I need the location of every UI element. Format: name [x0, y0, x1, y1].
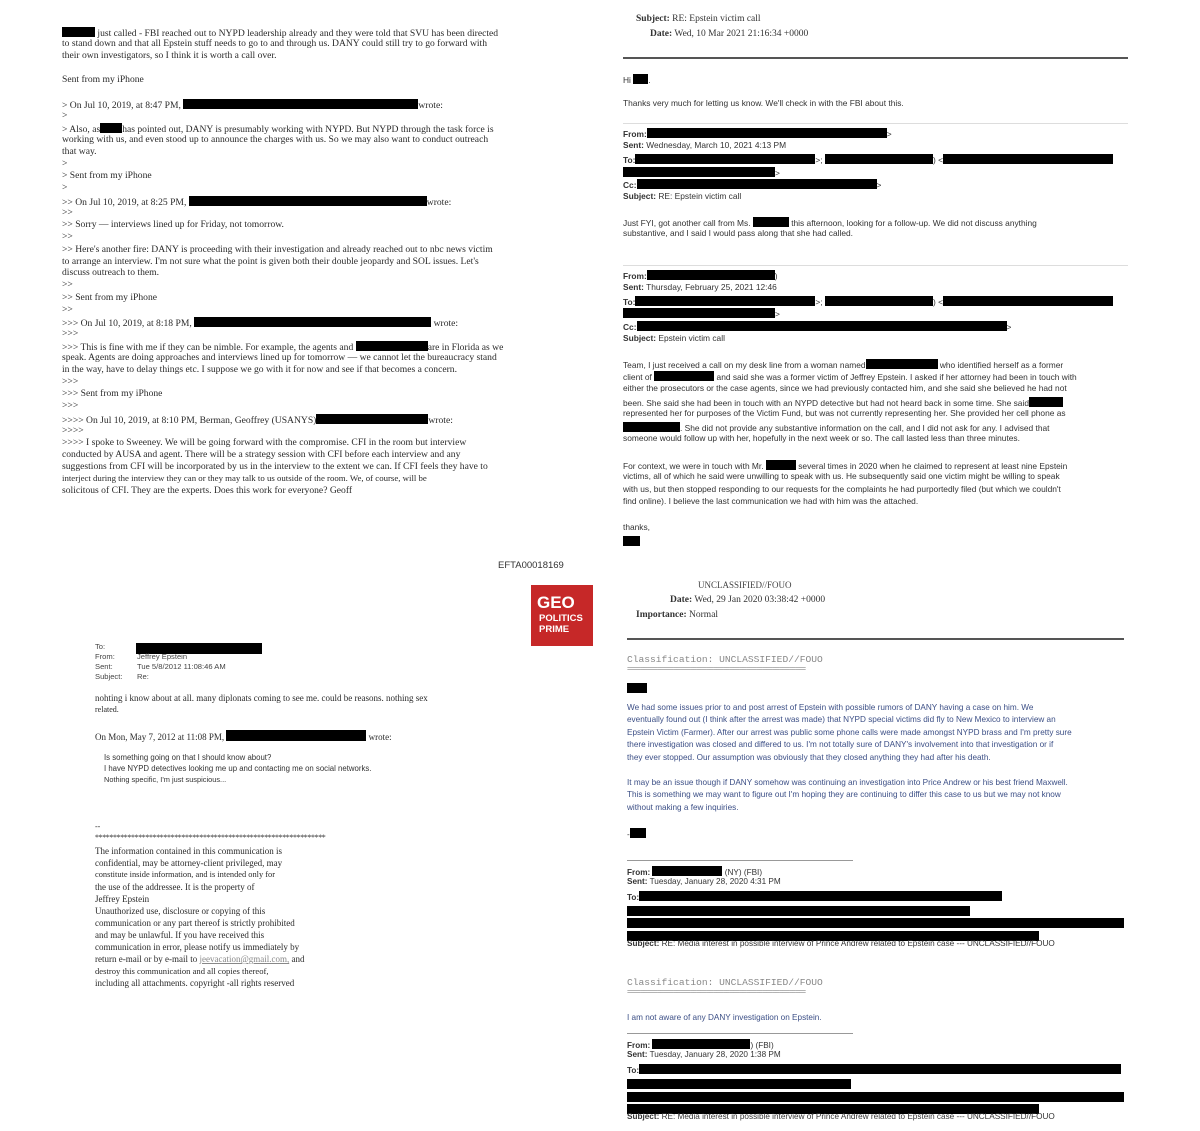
redaction-block — [647, 270, 775, 280]
text-line: thanks, — [623, 522, 651, 532]
subject-label: Subject: — [95, 672, 123, 681]
label: Sent: — [627, 1050, 648, 1059]
text-line: speak. Agents are doing approaches and interviews lined up for tomorrow — we cannot let the bureaucracy stand — [62, 352, 497, 363]
to-row — [627, 1064, 1121, 1075]
label: To: — [623, 155, 636, 165]
text-line: to arrange an interview. I'm not sure what the point is given both their double jeopardy and SOL issues. Let's — [62, 256, 479, 267]
text-line: Is something going on that I should know about? — [104, 753, 272, 762]
redaction-block — [639, 891, 1002, 901]
text-line: communication in error, please notify us immediately by — [95, 942, 300, 952]
text-line: with us, but then stopped responding to our requests for the complaints he had purportedly filed (but which we couldn't — [623, 484, 1061, 494]
importance-row — [636, 611, 718, 621]
to-row — [627, 891, 1002, 902]
redaction-block — [623, 536, 640, 546]
redaction-block — [943, 154, 1113, 164]
text-line: and may be unlawful. If you have received this — [95, 930, 265, 940]
text: and — [291, 954, 305, 964]
label: From: — [623, 271, 647, 281]
label: Cc: — [623, 180, 637, 190]
date-row — [650, 30, 808, 40]
text-line: someone would follow up with her, hopefully in the next week or so. The call lasted less than three minutes. — [623, 433, 1020, 443]
sent-row — [627, 878, 781, 886]
date-row — [670, 596, 825, 606]
value: Thursday, February 25, 2021 12:46 — [646, 282, 777, 292]
text-line: find online). I believe the last communication we had with him was the attached. — [623, 496, 919, 506]
redaction-block — [654, 371, 714, 381]
value: RE: Media interest in possible interview of Prince Andrew related to Epstein case --- UNCLASSIFIED//FOUO — [661, 939, 1055, 948]
redaction-block — [1029, 397, 1063, 407]
text-line: interject during the interview they can or they may talk to us outside of the room. We, of course, will be — [62, 473, 427, 483]
text: For context, we were in touch with Mr. — [623, 461, 764, 471]
text-line: Jeffrey Epstein — [95, 894, 150, 904]
redaction-block — [630, 828, 646, 838]
text: - — [627, 830, 630, 839]
text: has pointed out, DANY is presumably working with NYPD. But NYPD through the task force is — [122, 124, 494, 135]
redaction-block — [639, 1064, 1121, 1074]
logo-text: PRIME — [539, 624, 570, 635]
redaction-block — [866, 359, 938, 369]
redaction-block — [62, 27, 95, 37]
from-row — [627, 866, 762, 877]
redaction-block — [194, 317, 431, 327]
redaction-block — [623, 167, 775, 177]
text-line: > — [62, 182, 68, 193]
text-line: solicitous of CFI. They are the experts. Does this work for everyone? Geoff — [62, 485, 353, 496]
text-line: Epstein Victim (Farmer). After our arrest was public some phone calls were made amongst NYPD brass and I'm pretty sure — [627, 728, 1072, 737]
cc-row: Cc: > — [623, 322, 1012, 332]
email-link[interactable]: jeevacation@gmail.com, — [199, 954, 290, 964]
text-line — [623, 397, 1063, 407]
value: Wed, 10 Mar 2021 21:16:34 +0000 — [674, 29, 809, 39]
text-line: represented her for purposes of the Victim Fund, but was not currently representing her. She provided her cell phone as — [623, 408, 1066, 418]
text-line: working with us, and even stood up to announce the charges with us. So we may also want to conduct outreach — [62, 134, 489, 145]
text: client of — [623, 372, 652, 382]
redaction-block — [356, 341, 428, 351]
text-line: I am not aware of any DANY investigation on Epstein. — [627, 1013, 822, 1022]
text-line: Unauthorized use, disclosure or copying of this — [95, 906, 266, 916]
text-line — [623, 217, 1037, 227]
label: Importance: — [636, 610, 687, 620]
cc-row: Cc: > — [623, 180, 882, 190]
text-line — [623, 422, 1050, 432]
value: Epstein victim call — [658, 333, 725, 343]
text: >>> This is fine with me if they can be nimble. For example, the agents and — [62, 342, 354, 353]
label: Cc: — [623, 322, 637, 332]
redaction-block — [189, 196, 427, 206]
text: several times in 2020 when he claimed to represent at least nine Epstein — [798, 461, 1068, 471]
divider — [627, 638, 1124, 640]
redaction-block — [316, 414, 428, 424]
text-line — [623, 460, 1067, 470]
text-line: including all attachments. copyright -all rights reserved — [95, 978, 295, 988]
text: been. She said she had been in touch with an NYPD detective but had not heard back in some time. She said — [623, 398, 1029, 408]
text-line: >> Sorry — interviews lined up for Friday, not tomorrow. — [62, 219, 284, 230]
value: (NY) (FBI) — [724, 868, 763, 877]
redaction-block — [627, 683, 647, 693]
text: >>>> On Jul 10, 2019, at 8:10 PM, Berman, Geoffrey (USANYS) — [62, 415, 317, 426]
text-line: >> — [62, 231, 73, 242]
text-line — [62, 317, 458, 329]
text-line: conducted by AUSA and agent. There will be a strategy session with CFI before each interview and any — [62, 449, 461, 460]
redaction-block — [652, 866, 722, 876]
logo-text: GEO — [537, 593, 575, 612]
text: are in Florida as we — [427, 342, 504, 353]
text-line: >>>> I spoke to Sweeney. We will be going forward with the compromise. CFI in the room but interview — [62, 437, 467, 448]
text-line: The information contained in this communication is — [95, 846, 282, 856]
text: > On Jul 10, 2019, at 8:47 PM, — [62, 100, 181, 111]
text-line: either the prosecutors or the case agents, since we had previously contacted him, and she said she believed he had not — [623, 383, 1067, 393]
label: Date: — [670, 595, 693, 605]
text-line: in the way, have to delay things etc. I suppose we go with it for now and see if that becomes a concern. — [62, 364, 458, 375]
text-line: > Sent from my iPhone — [62, 170, 152, 181]
text-line: I have NYPD detectives looking me up and contacting me on social networks. — [104, 764, 372, 773]
text-line: there investigation was closed and differed to us. I'm not totally sure of DANY's involvement into that investigation or if — [627, 740, 1054, 749]
text-line: This is something we may want to figure out I'm hoping they are continuing to differ this case to us but we may not know — [627, 790, 1061, 799]
label: Date: — [650, 29, 673, 39]
redaction-block — [635, 154, 815, 164]
from-value: Jeffrey Epstein — [137, 652, 188, 661]
text: Hi — [623, 75, 631, 85]
text-line: -- — [95, 822, 101, 831]
text: >>> On Jul 10, 2019, at 8:18 PM, — [62, 318, 192, 329]
text-line: eventually found out (I think after the arrest was made) that NYPD special victims did fly to New Mexico to interview an — [627, 715, 1056, 724]
value: Tuesday, January 28, 2020 4:31 PM — [649, 877, 781, 886]
separator-line: ====================================================== — [627, 666, 806, 674]
logo-text: POLITICS — [539, 613, 583, 624]
text-line: discuss outreach to them. — [62, 267, 159, 278]
text-line — [62, 414, 453, 426]
value: Normal — [689, 610, 719, 620]
text: wrote: — [418, 100, 443, 111]
text: this afternoon, looking for a follow-up. We did not discuss anything — [791, 218, 1037, 228]
redaction-block — [226, 730, 366, 741]
text-line: their own investigators, so I think it is worth a call over. — [62, 50, 277, 61]
label: Subject: — [623, 333, 657, 343]
text-line: Thanks very much for letting us know. We'll check in with the FBI about this. — [623, 98, 904, 108]
text-line: >> Here's another fire: DANY is proceeding with their investigation and already reached out to nbc news victim — [62, 244, 493, 255]
text-line: suggestions from CFI will be incorporated by us in the interview to the extent we can. If CFI feels they have to — [62, 461, 488, 472]
label: Subject: — [627, 1112, 660, 1121]
text-line: >> — [62, 207, 73, 218]
text-line: >>> — [62, 400, 79, 411]
subject-row — [627, 1113, 1055, 1121]
from-row: From: > — [623, 129, 892, 139]
to-row-cont: > — [623, 308, 780, 318]
value: Wed, 29 Jan 2020 03:38:42 +0000 — [694, 595, 826, 605]
redaction-block — [637, 179, 877, 189]
subject-row — [623, 334, 725, 342]
sent-row — [623, 283, 777, 291]
redaction-block — [637, 321, 1007, 331]
label: From: — [627, 1041, 651, 1050]
to-row: To: >; ) < — [623, 296, 1113, 306]
label: To: — [627, 893, 640, 902]
text-line: substantive, and I said I would pass along that she had called. — [623, 228, 853, 238]
text-line: without making a few inquiries. — [627, 803, 739, 812]
text-line — [62, 123, 494, 135]
to-label: To: — [95, 642, 106, 651]
divider — [627, 1033, 853, 1034]
text-line: >>> Sent from my iPhone — [62, 388, 163, 399]
text-line: >>>> — [62, 425, 84, 436]
redaction-block — [635, 296, 815, 306]
text-line: nohting i know about at all. many diplonats coming to see me. could be reasons. nothing sex — [95, 693, 428, 703]
text-line — [62, 27, 498, 39]
label: To: — [623, 297, 636, 307]
text-line: Nothing specific, I'm just suspicious... — [104, 775, 227, 784]
text-line: It may be an issue though if DANY somehow was continuing an investigation into Price Andrew or his best friend Maxwell. — [627, 778, 1068, 787]
text-line: that way. — [62, 146, 97, 157]
text-line: >> — [62, 304, 73, 315]
label: To: — [627, 1066, 640, 1075]
text: Team, I just received a call on my desk line from a woman named — [623, 360, 866, 370]
text-line: victims, all of which he said were unwilling to speak with us. He subsequently said one victim might be willing to speak — [623, 471, 1060, 481]
from-row — [627, 1039, 774, 1050]
value: RE: Epstein victim call — [672, 14, 761, 24]
text-line — [62, 196, 451, 208]
text-line: Hi . — [623, 75, 651, 85]
label: Sent: — [627, 877, 648, 886]
redaction-block — [652, 1039, 750, 1049]
classification-line: Classification: UNCLASSIFIED//FOUO — [627, 654, 823, 665]
text: On Mon, May 7, 2012 at 11:08 PM, — [95, 732, 225, 742]
signature-line — [627, 828, 646, 839]
divider — [623, 57, 1128, 59]
text-line — [623, 359, 1063, 369]
text-line: We had some issues prior to and post arrest of Epstein with possible rumors of DANY having a case on him. We — [627, 703, 1034, 712]
text: return e-mail or by e-mail to — [95, 954, 198, 964]
divider — [627, 860, 853, 861]
label: Sent: — [623, 282, 644, 292]
redaction-block — [825, 154, 933, 164]
classification-line: Classification: UNCLASSIFIED//FOUO — [627, 977, 823, 988]
value: RE: Media interest in possible interview of Prince Andrew related to Epstein case --- UNCLASSIFIED//FOUO — [661, 1112, 1055, 1121]
quote-header — [95, 730, 392, 742]
redaction-block — [766, 460, 796, 470]
redaction-block — [627, 1079, 851, 1089]
text-line: the use of the addressee. It is the property of — [95, 882, 255, 892]
text-line: >>> — [62, 328, 79, 339]
text-line: >> Sent from my iPhone — [62, 292, 158, 303]
text: who identified herself as a former — [939, 360, 1064, 370]
redaction-block — [100, 123, 122, 133]
text-line: > — [62, 110, 68, 121]
from-label: From: — [95, 652, 115, 661]
redaction-block — [753, 217, 789, 227]
text-line: >>> — [62, 376, 79, 387]
redaction-block — [627, 918, 1124, 928]
value: RE: Epstein victim call — [658, 191, 742, 201]
to-row: To: >; ) < — [623, 154, 1113, 164]
label: From: — [627, 868, 651, 877]
text: just called - FBI reached out to NYPD leadership already and they were told that SVU has been directed — [97, 28, 499, 39]
text-line: **************************************************************** — [95, 833, 326, 842]
text-line: related. — [95, 705, 119, 714]
label: Subject: — [623, 191, 657, 201]
text-line: communication or any part thereof is strictly prohibited — [95, 918, 295, 928]
classification-header: UNCLASSIFIED//FOUO — [698, 580, 792, 590]
label: Sent: — [623, 140, 644, 150]
value: Wednesday, March 10, 2021 4:13 PM — [646, 140, 787, 150]
text-line — [95, 955, 304, 964]
value: Tuesday, January 28, 2020 1:38 PM — [649, 1050, 781, 1059]
separator-line: ====================================================== — [627, 989, 806, 997]
from-row: From: ) — [623, 271, 778, 281]
text-line: Sent from my iPhone — [62, 74, 144, 85]
geopolitics-prime-logo — [531, 585, 593, 646]
subject-row — [623, 192, 741, 200]
subject-row — [627, 940, 1055, 948]
text-line: confidential, may be attorney-client privileged, may — [95, 858, 283, 868]
redaction-block — [623, 308, 775, 318]
text-line: they ever stopped. Our assumption was obviously that they closed anything they had after his death. — [627, 753, 991, 762]
text-line: > — [62, 158, 68, 169]
to-row-cont: > — [623, 167, 780, 177]
redaction-block — [633, 74, 648, 84]
text: wrote: — [428, 415, 453, 426]
text: >> On Jul 10, 2019, at 8:25 PM, — [62, 197, 187, 208]
redaction-block — [825, 296, 933, 306]
label: Subject: — [627, 939, 660, 948]
divider — [623, 123, 1128, 124]
value: ) (FBI) — [750, 1041, 774, 1050]
sent-row — [623, 141, 786, 149]
greeting-redaction — [627, 680, 647, 696]
divider — [623, 265, 1128, 266]
text: wrote: — [433, 318, 459, 329]
text-line: destroy this communication and all copies thereof, — [95, 966, 269, 976]
text: Just FYI, got another call from Ms. — [623, 218, 751, 228]
label: From: — [623, 129, 647, 139]
document-id: EFTA00018169 — [498, 560, 564, 571]
redaction-block — [647, 128, 887, 138]
signature-redaction — [623, 536, 640, 546]
text: and said she was a former victim of Jeffrey Epstein. I asked if her attorney had been in touch with — [716, 372, 1077, 382]
text-line — [62, 341, 503, 353]
subject-value: Re: — [137, 672, 149, 681]
sent-row — [627, 1051, 781, 1059]
redaction-block — [623, 422, 680, 432]
text: wrote: — [426, 197, 452, 208]
text-line — [62, 99, 443, 111]
label: Subject: — [636, 14, 670, 24]
sent-label: Sent: — [95, 662, 113, 671]
text-line: >> — [62, 279, 73, 290]
text: > Also, as — [62, 124, 101, 135]
text: . She did not provide any substantive information on the call, and I did not ask for any. I advised that — [680, 423, 1050, 433]
redaction-block — [183, 99, 418, 109]
text-line — [623, 371, 1077, 381]
text-line: constitute inside information, and is intended only for — [95, 870, 276, 879]
text-line: to stand down and that all Epstein stuff needs to go to and through us. DANY could still try to go forward with — [62, 38, 488, 49]
redaction-block — [943, 296, 1113, 306]
sent-value: Tue 5/8/2012 11:08:46 AM — [137, 662, 226, 671]
subject-row — [636, 15, 761, 25]
text: wrote: — [368, 732, 392, 742]
